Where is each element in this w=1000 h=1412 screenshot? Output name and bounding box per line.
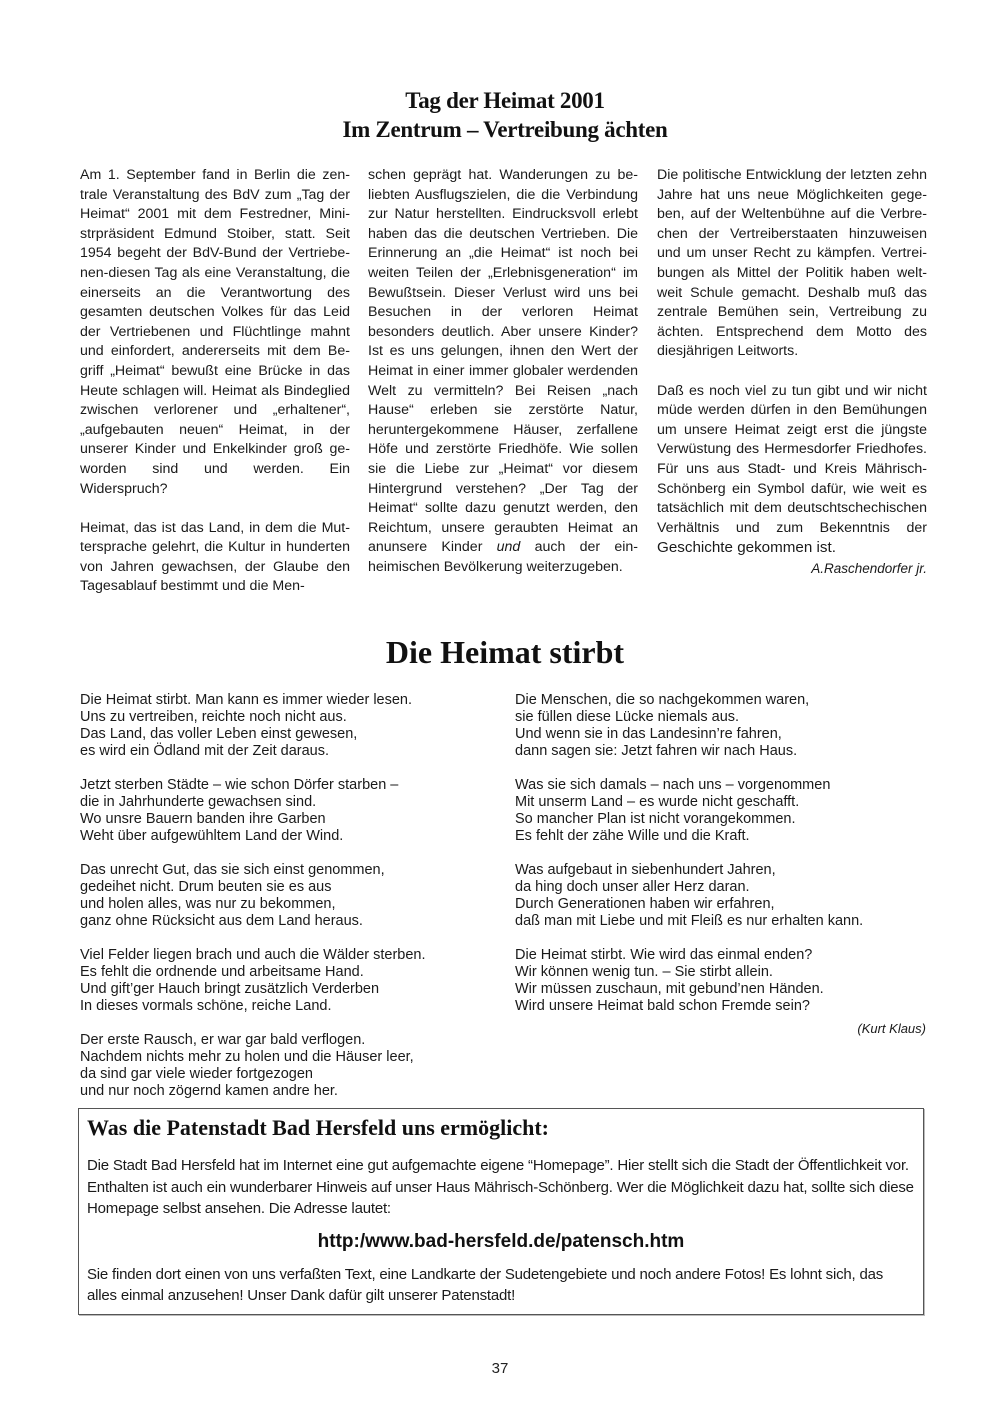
poem-verse: Wo unsre Bauern banden ihre Garben xyxy=(80,811,326,827)
poem-verse: Durch Generationen haben wir erfahren, xyxy=(515,896,775,912)
poem-verse: Was aufgebaut in siebenhundert Jahren, xyxy=(515,862,776,878)
poem-verse: In dieses vormals schöne, reiche Land. xyxy=(80,998,332,1014)
paragraph: Die politische Entwicklung der letzten zehn Jahre hat uns neue Möglichkeiten gegeben, auf der Weltenbühne auf die Verbrechen der Vertreiberstaaten hinzuweisen und um unser Recht zu kämpfen. Vertreibungen als Mittel der Politik haben weltweit Schule gemacht. Deshalb muß das zentrale Bemühen sein, Vertreibung zu ächten. Entsprechend dem Motto des diesjährigen Leitworts. xyxy=(657,167,927,360)
poem-verse: gedeihet nicht. Drum beuten sie es aus xyxy=(80,879,332,895)
poem-title: Die Heimat stirbt xyxy=(385,634,625,670)
emphasis-text: und xyxy=(496,539,521,556)
poem-stanza xyxy=(515,692,930,760)
article-header xyxy=(80,86,930,144)
paragraph: Am 1. September fand in Berlin die zentrale Veranstaltung des BdV zum „Tag der Heimat“ 2001 mit dem Festredner, Ministrpräsident Edmund Stoiber, statt. Seit 1954 begeht der BdV-Bund der Vertriebenen-diesen Tag als eine Veranstaltung, die einerseits an die Verantwortung des gesamten deutschen Volkes für das Leid der Vertriebenen und Flüchtlinge mahnt und einfordert, andererseits mit dem Begriff „Heimat“ bewußt eine Brücke in das Heute schlagen will. Heimat als Bindeglied zwischen verlorener und „erhaltener“, „aufgebauten neuen“ Heimat, in der unserer Kinder und Enkelkinder groß geworden sind und werden. Ein Widerspruch? xyxy=(80,167,350,497)
poem-verse: Wir können wenig tun. – Sie stirbt allein. xyxy=(515,964,773,980)
info-box-text: Die Stadt Bad Hersfeld hat im Internet eine gut aufgemachte eigene “Homepage”. Hier stellt sich die Stadt der Öffentlichkeit vor. Enthalten ist auch ein wunderbarer Hinweis auf unser Haus Mährisch-Schönberg. Wer die Möglichkeit dazu hat, sollte sich diese Homepage selbst ansehen. Die Adresse lautet: xyxy=(87,1157,914,1217)
article-title: Tag der Heimat 2001 xyxy=(405,88,605,113)
poem-verse: Was sie sich damals – nach uns – vorgenommen xyxy=(515,777,831,793)
poem-stanza xyxy=(80,947,500,1015)
poem-verse: da hing doch unser aller Herz daran. xyxy=(515,879,750,895)
poem-verse: ganz ohne Rücksicht aus dem Land heraus. xyxy=(80,913,363,929)
poem-stanza xyxy=(80,692,500,760)
poem-verse: Es fehlt die ordnende und arbeitsame Hand. xyxy=(80,964,364,980)
poem-verse: Die Heimat stirbt. Wie wird das einmal enden? xyxy=(515,947,813,963)
poem-verse: und holen alles, was nur zu bekommen, xyxy=(80,896,336,912)
poem-verse: Der erste Rausch, er war gar bald verflogen. xyxy=(80,1032,366,1048)
poem-verse: Und gift’ger Hauch bringt zusätzlich Verderben xyxy=(80,981,380,997)
page-number: 37 xyxy=(491,1360,509,1377)
poem-verse: Viel Felder liegen brach und auch die Wälder sterben. xyxy=(80,947,426,963)
poem-verse: Und wenn sie in das Landesinn’re fahren, xyxy=(515,726,782,742)
poem-column-left xyxy=(80,692,500,1117)
poem-verse: dann sagen sie: Jetzt fahren wir nach Haus. xyxy=(515,743,798,759)
poem-verse: Uns zu vertreiben, reichte noch nicht aus. xyxy=(80,709,347,725)
poem-stanza xyxy=(515,862,930,930)
poem-author: (Kurt Klaus) xyxy=(857,1021,926,1036)
poem-verse: So mancher Plan ist nicht vorangekommen. xyxy=(515,811,796,827)
poem-column-right xyxy=(515,692,930,1037)
info-box-title: Was die Patenstadt Bad Hersfeld uns ermöglicht: xyxy=(87,1115,549,1140)
homepage-url: http:/www.bad-hersfeld.de/patensch.htm xyxy=(317,1230,685,1252)
article-column-1 xyxy=(80,166,350,617)
patenstadt-info-box xyxy=(78,1108,924,1315)
poem-stanza xyxy=(80,862,500,930)
poem-stanza xyxy=(80,777,500,845)
paragraph-text: auch der einheimischen Bevölkerung weiterzugeben. xyxy=(368,539,638,575)
poem-verse: Weht über aufgewühltem Land der Wind. xyxy=(80,828,344,844)
poem-verse: Das Land, das voller Leben einst gewesen, xyxy=(80,726,358,742)
poem-verse: Jetzt sterben Städte – wie schon Dörfer starben – xyxy=(80,777,399,793)
poem-verse: Wir müssen zuschaun, mit gebund’nen Händen. xyxy=(515,981,824,997)
poem-verse: da sind gar viele wieder fortgezogen xyxy=(80,1066,313,1082)
article-column-3 xyxy=(657,166,927,579)
paragraph xyxy=(368,166,638,577)
paragraph-text: Geschichte gekommen ist. xyxy=(657,539,836,557)
poem-verse: Wird unsere Heimat bald schon Fremde sein? xyxy=(515,998,810,1014)
poem-verse: Die Menschen, die so nachgekommen waren, xyxy=(515,692,810,708)
article-column-2 xyxy=(368,166,638,597)
paragraph: Heimat, das ist das Land, in dem die Muttersprache gelehrt, die Kultur in hunderten von Jahren gewachsen, der Glaube den Tagesablauf bestimmt und die Men- xyxy=(80,519,350,595)
poem-verse: Die Heimat stirbt. Man kann es immer wieder lesen. xyxy=(80,692,413,708)
article-subtitle: Im Zentrum – Vertreibung ächten xyxy=(342,117,668,142)
poem-verse: die in Jahrhunderte gewachsen sind. xyxy=(80,794,317,810)
poem-verse: es wird ein Ödland mit der Zeit daraus. xyxy=(80,743,330,759)
poem-stanza xyxy=(515,777,930,845)
poem-verse: Das unrecht Gut, das sie sich einst genommen, xyxy=(80,862,385,878)
article-author: A.Raschendorfer jr. xyxy=(811,561,927,577)
poem-stanza xyxy=(515,947,930,1015)
poem-verse: daß man mit Liebe und mit Fleiß es nur erhalten kann. xyxy=(515,913,864,929)
poem-verse: Es fehlt der zähe Wille und die Kraft. xyxy=(515,828,750,844)
poem-verse: und nur noch zögernd kamen andre her. xyxy=(80,1083,338,1099)
poem-verse: Mit unserm Land – es wurde nicht geschafft. xyxy=(515,794,800,810)
poem-stanza xyxy=(80,1032,500,1100)
paragraph-text: Daß es noch viel zu tun gibt und wir nicht müde werden dürfen in den Bemühungen um unsere Heimat zeigt erst die jüngste Verwüstung des Hermesdorfer Friedhofes. Für uns aus Stadt- und Kreis Mährisch-Schönberg ein Symbol dafür, wie weit es tatsächlich mit dem deutschtschechischen Verhältnis und zum Bekenntnis der xyxy=(657,382,927,536)
poem-verse: sie füllen diese Lücke niemals aus. xyxy=(515,709,740,725)
paragraph-text: schen geprägt hat. Wanderungen zu beliebten Ausflugszielen, die die Verbindung zur Natur herstellten. Eindrucksvoll erlebt haben das die deutschen Vertrieben. Die Erinnerung an „die Heimat“ ist noch bei weiten Teilen der „Erlebnisgeneration“ im Bewußtsein. Dieser Verlust wird uns bei Besuchen in der verloren Heimat besonders deutlich. Aber unsere Kinder? Ist es uns gelungen, ihnen den Wert der Heimat in einer immer globaler werdenden Welt zu vermitteln? Bei Reisen „nach Hause“ erleben sie zerstörte Natur, heruntergekommene Häuser, zerfallene Höfe und zerstörte Friedhöfe. Wie sollen sie die Liebe zur „Heimat“ vor diesem Hintergrund verstehen? „Der Tag der Heimat“ sollte dazu genutzt werden, den Reichtum, unsere geraubten Heimat an anunsere Kinder xyxy=(368,167,638,556)
paragraph xyxy=(657,382,927,559)
info-box-text: Sie finden dort einen von uns verfaßten Text, eine Landkarte der Sudetengebiete und noch andere Fotos! Es lohnt sich, das alles einmal anzusehen! Unser Dank dafür gilt unserer Patenstadt! xyxy=(87,1265,884,1304)
poem-verse: Nachdem nichts mehr zu holen und die Häuser leer, xyxy=(80,1049,414,1065)
